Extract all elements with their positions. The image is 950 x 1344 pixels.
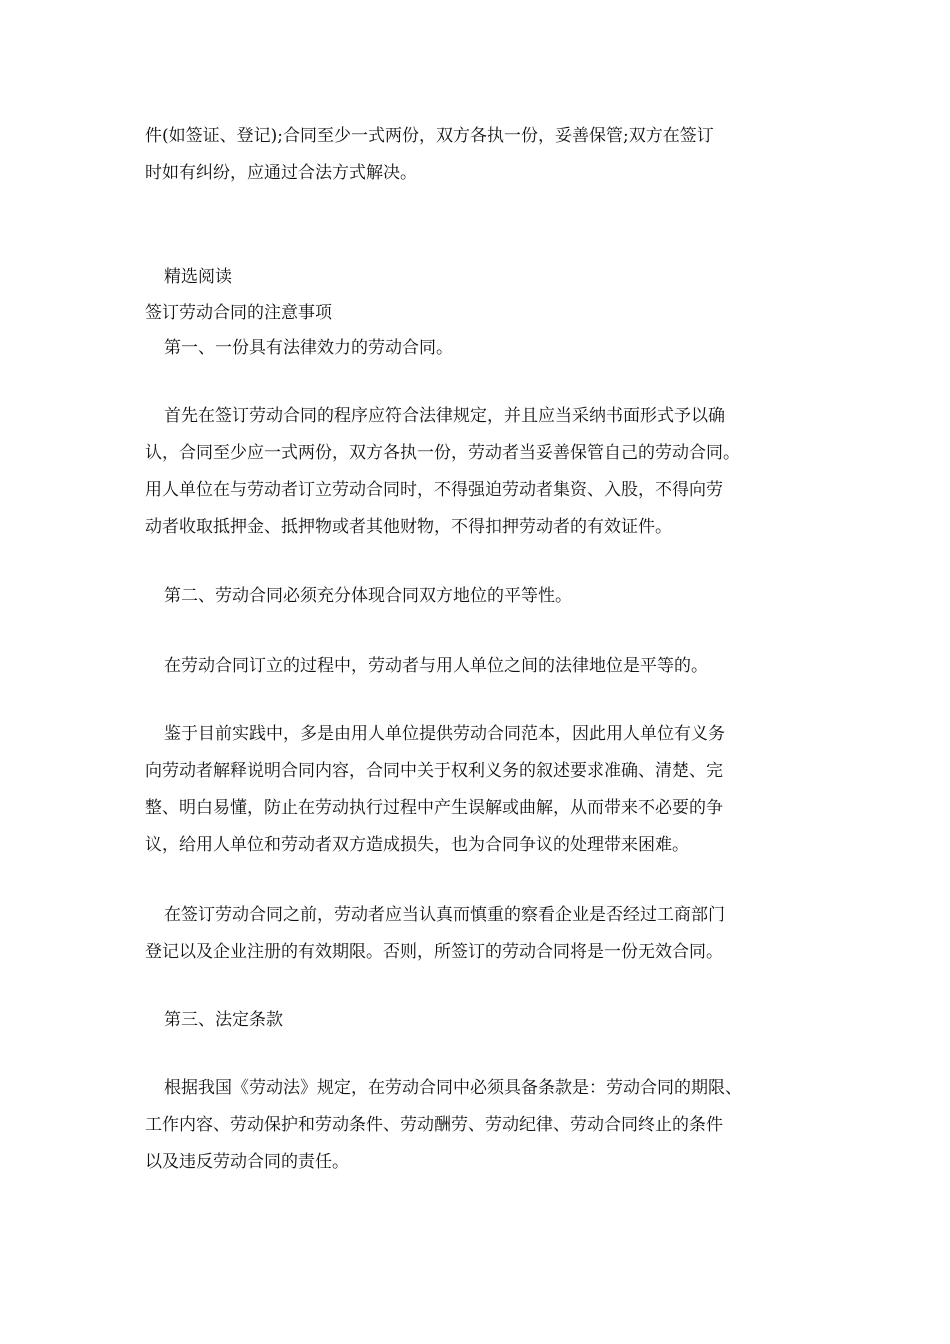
section-label-featured	[145, 259, 809, 296]
text-line: 认，合同至少应一式两份，双方各执一份，劳动者当妥善保管自己的劳动合同。	[145, 443, 740, 463]
text-line: 在签订劳动合同之前，劳动者应当认真而慎重的察看企业是否经过工商部门	[164, 905, 725, 925]
text-line: 第三、法定条款	[164, 1010, 283, 1030]
text-line: 工作内容、劳动保护和劳动条件、劳动酬劳、劳动纪律、劳动合同终止的条件	[145, 1115, 723, 1135]
paragraph-statutory-terms	[145, 1070, 809, 1181]
text-line: 登记以及企业注册的有效期限。否则，所签订的劳动合同将是一份无效合同。	[145, 942, 723, 962]
text-line: 鉴于目前实践中，多是由用人单位提供劳动合同范本，因此用人单位有义务	[164, 724, 725, 744]
text-line: 用人单位在与劳动者订立劳动合同时，不得强迫劳动者集资、入股，不得向劳	[145, 480, 723, 500]
text-line: 首先在签订劳动合同的程序应符合法律规定，并且应当采纳书面形式予以确	[164, 406, 725, 426]
paragraph-equality	[145, 648, 809, 685]
heading-point-one	[145, 330, 809, 367]
text-line: 精选阅读	[164, 267, 232, 287]
text-line: 动者收取抵押金、抵押物或者其他财物，不得扣押劳动者的有效证件。	[145, 517, 672, 537]
paragraph-continuation	[145, 118, 809, 192]
text-line: 在劳动合同订立的过程中，劳动者与用人单位之间的法律地位是平等的。	[164, 656, 708, 676]
text-line: 议，给用人单位和劳动者双方造成损失，也为合同争议的处理带来困难。	[145, 835, 689, 855]
text-line: 向劳动者解释说明合同内容，合同中关于权利义务的叙述要求准确、清楚、完	[145, 761, 723, 781]
paragraph-procedure	[145, 398, 809, 546]
text-line: 时如有纠纷，应通过合法方式解决。	[145, 163, 417, 183]
text-line: 件(如签证、登记);合同至少一式两份，双方各执一份，妥善保管;双方在签订	[145, 126, 714, 146]
text-line: 以及违反劳动合同的责任。	[145, 1152, 349, 1172]
article-title	[145, 295, 809, 332]
text-line: 第一、一份具有法律效力的劳动合同。	[164, 338, 453, 358]
text-line: 签订劳动合同的注意事项	[145, 303, 332, 323]
text-line: 整、明白易懂，防止在劳动执行过程中产生误解或曲解，从而带来不必要的争	[145, 798, 723, 818]
heading-point-two	[145, 578, 809, 615]
text-line: 第二、劳动合同必须充分体现合同双方地位的平等性。	[164, 586, 572, 606]
paragraph-explain-contract	[145, 716, 809, 864]
text-line: 根据我国《劳动法》规定，在劳动合同中必须具备条款是：劳动合同的期限、	[164, 1078, 742, 1098]
paragraph-verify-company	[145, 897, 809, 971]
heading-point-three	[145, 1002, 809, 1039]
